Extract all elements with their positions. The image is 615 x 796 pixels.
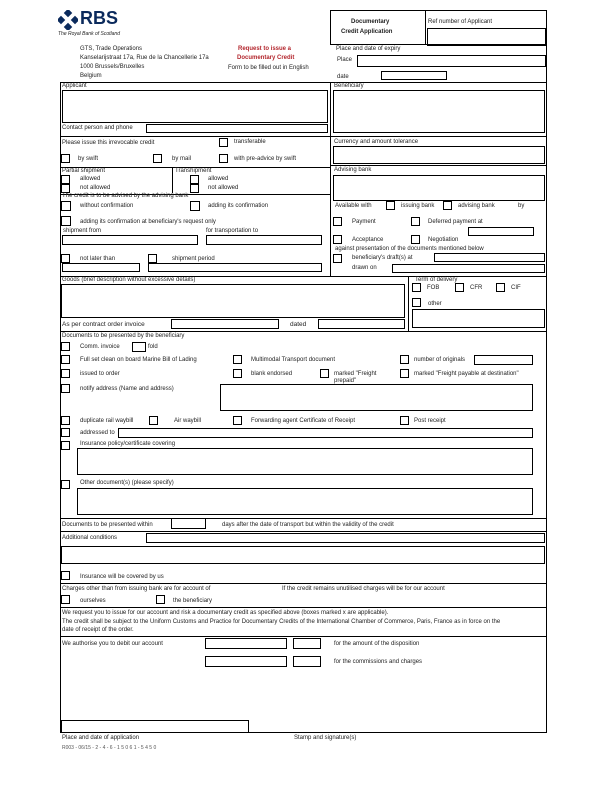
partial-not-allowed-checkbox[interactable] [61, 184, 70, 193]
adding-conf-label: adding its confirmation [208, 203, 269, 209]
address-line-2: Kanselarijstraat 17a, Rue de la Chancellerie 17a [80, 55, 209, 61]
transport-to-field[interactable] [206, 235, 322, 245]
post-receipt-label: Post receipt [414, 418, 446, 424]
acceptance-checkbox[interactable] [333, 235, 342, 244]
partial-allowed-label: allowed [80, 176, 101, 182]
cfr-checkbox[interactable] [455, 283, 464, 292]
deferred-label: Deferred payment at [428, 219, 483, 225]
trans-allowed-label: allowed [208, 176, 229, 182]
ourselves-label: ourselves [80, 598, 106, 604]
forwarding-checkbox[interactable] [233, 416, 242, 425]
payment-label: Payment [352, 219, 376, 225]
request-title-1: Request to issue a [238, 46, 292, 52]
insurance-field[interactable] [77, 448, 533, 475]
beneficiary-charges-checkbox[interactable] [156, 595, 165, 604]
other-term-label: other [428, 301, 442, 307]
beneficiary-label: Beneficiary [334, 83, 364, 89]
commission-account-field-1[interactable] [205, 656, 287, 667]
acceptance-label: Acceptance [352, 237, 384, 243]
drafts-field[interactable] [434, 253, 545, 262]
issuing-bank-checkbox[interactable] [386, 201, 395, 210]
blank-endorsed-checkbox[interactable] [233, 369, 242, 378]
brand-name: RBS [80, 8, 119, 28]
partial-shipment-label: Partial shipment [62, 168, 106, 174]
please-issue-label: Please issue this irrevocable credit [62, 140, 155, 146]
request-title-2: Documentary Credit [237, 55, 295, 61]
request-text-2: The credit shall be subject to the Uniform Customs and Practice for Documentary Credits of the International Chamber of Commerce, Paris, France as in force on the [62, 619, 501, 625]
freight-prepaid-checkbox[interactable] [320, 369, 329, 378]
address-line-3: 1000 Brussels/Bruxelles [80, 64, 145, 70]
by-label: by [518, 203, 525, 209]
freight-prepaid-label: marked "Freight prepaid" [334, 371, 377, 384]
full-set-checkbox[interactable] [61, 355, 70, 364]
insurance-label: Insurance policy/certificate covering [80, 441, 176, 447]
notify-field[interactable] [220, 384, 533, 411]
transferable-checkbox[interactable] [219, 138, 228, 147]
insurance-checkbox[interactable] [61, 441, 70, 450]
per-contract-field[interactable] [171, 319, 279, 329]
pre-advice-checkbox[interactable] [219, 154, 228, 163]
stamp-label: Stamp and signature(s) [294, 735, 357, 741]
drawn-on-label: drawn on [352, 265, 377, 271]
shipment-from-field[interactable] [62, 235, 198, 245]
payment-checkbox[interactable] [333, 217, 342, 226]
shipment-period-field[interactable] [148, 263, 322, 272]
brand-tagline: The Royal Bank of Scotland [58, 31, 120, 37]
negotiation-checkbox[interactable] [411, 235, 420, 244]
duplicate-rail-label: duplicate rail waybill [80, 418, 134, 424]
air-waybill-label: Air waybill [174, 418, 202, 424]
presented-days-field[interactable] [171, 518, 206, 529]
fob-label: FOB [427, 285, 440, 291]
authorise-label: We authorise you to debit our account [62, 641, 163, 647]
contact-field[interactable] [146, 124, 328, 133]
contact-label: Contact person and phone [62, 125, 133, 131]
place-label: Place [337, 57, 353, 63]
confirm-note: The credit is to be advised by the advising bank [62, 193, 189, 199]
fold-label: fold [148, 344, 158, 350]
negotiation-label: Negotiation [428, 237, 459, 243]
adding-conf-req-checkbox[interactable] [61, 216, 71, 226]
insurance-by-us-checkbox[interactable] [61, 571, 70, 580]
multimodal-label: Multimodal Transport document [251, 357, 336, 363]
other-docs-label: Other document(s) (please specify) [80, 480, 174, 486]
days-after-label: days after the date of transport but within the validity of the credit [222, 522, 394, 528]
trans-not-allowed-label: not allowed [208, 185, 239, 191]
term-delivery-label: Term of delivery [415, 277, 458, 283]
additional-conditions-label: Additional conditions [62, 535, 118, 541]
currency-field[interactable] [333, 146, 545, 164]
trans-allowed-checkbox[interactable] [190, 175, 199, 184]
per-contract-label: As per contract order invoice [62, 321, 145, 328]
notify-label: notify address (Name and address) [80, 386, 174, 392]
drafts-label: beneficiary's draft(s) at [352, 255, 413, 261]
other-docs-field[interactable] [77, 488, 533, 515]
additional-conditions-line[interactable] [146, 533, 545, 543]
presented-within-label: Documents to be presented within [62, 522, 153, 528]
without-conf-label: without confirmation [80, 203, 134, 209]
debit-account-field-1[interactable] [205, 638, 287, 649]
cfr-label: CFR [470, 285, 483, 291]
address-line-4: Belgium [80, 73, 102, 79]
available-with-label: Available with [335, 203, 372, 209]
advising-bank-option-label: advising bank [458, 203, 495, 209]
amount-disposition-label: for the amount of the disposition [334, 641, 420, 647]
originals-label: number of originals [414, 357, 466, 363]
place-date-expiry-label: Place and date of expiry [336, 46, 401, 52]
issuing-bank-label: issuing bank [401, 203, 435, 209]
rbs-logo [58, 10, 78, 30]
notify-checkbox[interactable] [61, 384, 70, 393]
other-term-checkbox[interactable] [412, 298, 421, 307]
place-field[interactable] [357, 55, 546, 67]
against-label: against presentation of the documents mentioned below [335, 246, 484, 252]
duplicate-rail-checkbox[interactable] [61, 416, 70, 425]
dated-label: dated [290, 321, 307, 328]
comm-invoice-folds[interactable] [132, 342, 146, 352]
charges-label: Charges other than from issuing bank are for account of [62, 586, 211, 592]
transferable-label: transferable [234, 139, 266, 145]
additional-conditions-field[interactable] [61, 546, 545, 564]
advising-bank-field[interactable] [333, 175, 545, 201]
address-line-1: GTS, Trade Operations [80, 46, 143, 52]
multimodal-checkbox[interactable] [233, 355, 242, 364]
full-set-label: Full set clean on board Marine Bill of Lading [80, 357, 197, 363]
by-swift-label: by swift [78, 156, 99, 162]
trans-not-allowed-checkbox[interactable] [190, 184, 199, 193]
comm-invoice-label: Comm. invoice [80, 344, 120, 350]
request-text-1: We request you to issue for our account and risk a documentary credit as specified above (boxes marked x are applicable). [62, 610, 389, 616]
by-swift-checkbox[interactable] [61, 154, 70, 163]
drafts-checkbox[interactable] [333, 254, 342, 263]
commission-account-field-2[interactable] [293, 656, 321, 667]
currency-label: Currency and amount tolerance [334, 139, 419, 145]
adding-conf-req-label: adding its confirmation at beneficiary's request only [80, 219, 216, 225]
partial-not-allowed-label: not allowed [80, 185, 111, 191]
shipment-period-checkbox[interactable] [148, 254, 157, 263]
other-docs-checkbox[interactable] [61, 480, 70, 489]
deferred-field[interactable] [468, 227, 534, 236]
date-label: date [337, 74, 349, 80]
fob-checkbox[interactable] [412, 283, 421, 292]
originals-field[interactable] [474, 355, 533, 365]
applicant-field[interactable] [62, 90, 328, 123]
goods-label: Goods (brief description without excessive details) [62, 277, 196, 283]
post-receipt-checkbox[interactable] [400, 416, 409, 425]
ref-label: Ref number of Applicant [428, 19, 493, 25]
unutilised-label: If the credit remains unutilised charges will be for our account [282, 586, 445, 592]
pre-advice-label: with pre-advice by swift [234, 156, 297, 162]
by-mail-checkbox[interactable] [153, 154, 162, 163]
addressed-to-checkbox[interactable] [61, 428, 70, 437]
footer-code: R003 - 06/15 - 2 - 4 - 6 - 1 5 0 6 1 - 5 4 5 0 [62, 745, 157, 751]
without-conf-checkbox[interactable] [61, 201, 71, 211]
forwarding-label: Forwarding agent Certificate of Receipt [251, 418, 356, 424]
issued-order-checkbox[interactable] [61, 369, 70, 378]
originals-checkbox[interactable] [400, 355, 409, 364]
doc-title-2: Credit Application [341, 29, 393, 35]
doc-title-1: Documentary [351, 19, 390, 25]
cif-label: CIF [511, 285, 521, 291]
beneficiary-charges-label: the beneficiary [173, 598, 213, 604]
advising-bank-option-checkbox[interactable] [443, 201, 452, 210]
advising-bank-label: Advising bank [334, 167, 372, 173]
cif-checkbox[interactable] [496, 283, 505, 292]
dated-field[interactable] [318, 319, 405, 329]
documents-title: Documents to be presented by the beneficiary [62, 333, 185, 339]
comm-invoice-checkbox[interactable] [61, 342, 70, 351]
ourselves-checkbox[interactable] [61, 595, 70, 604]
not-later-field[interactable] [62, 263, 140, 272]
applicant-label: Applicant [62, 83, 87, 89]
adding-conf-checkbox[interactable] [190, 201, 200, 211]
not-later-label: not later than [80, 256, 116, 262]
drawn-on-field[interactable] [392, 264, 545, 273]
by-mail-label: by mail [172, 156, 192, 162]
transport-to-label: for transportation to [206, 228, 259, 234]
freight-dest-label: marked "Freight payable at destination" [414, 371, 519, 377]
goods-field[interactable] [61, 284, 405, 318]
deferred-checkbox[interactable] [411, 217, 420, 226]
place-date-application-label: Place and date of application [62, 735, 140, 741]
request-note: Form to be filled out in English [228, 65, 309, 71]
addressed-to-label: addressed to [80, 430, 115, 436]
partial-allowed-checkbox[interactable] [61, 175, 70, 184]
transhipment-label: Transhipment [175, 168, 212, 174]
insurance-by-us-label: Insurance will be covered by us [80, 574, 164, 580]
other-term-field[interactable] [412, 309, 545, 328]
not-later-checkbox[interactable] [61, 254, 70, 263]
blank-endorsed-label: blank endorsed [251, 371, 293, 377]
request-text-3: date of receipt of the order. [62, 627, 134, 633]
addressed-to-field[interactable] [118, 428, 533, 438]
freight-dest-checkbox[interactable] [400, 369, 409, 378]
commissions-label: for the commissions and charges [334, 659, 423, 665]
issued-order-label: issued to order [80, 371, 120, 377]
air-waybill-checkbox[interactable] [149, 416, 158, 425]
beneficiary-field[interactable] [333, 90, 545, 133]
shipment-from-label: shipment from [63, 228, 102, 234]
shipment-period-label: shipment period [172, 256, 215, 262]
date-field[interactable] [381, 71, 447, 80]
debit-account-field-2[interactable] [293, 638, 321, 649]
